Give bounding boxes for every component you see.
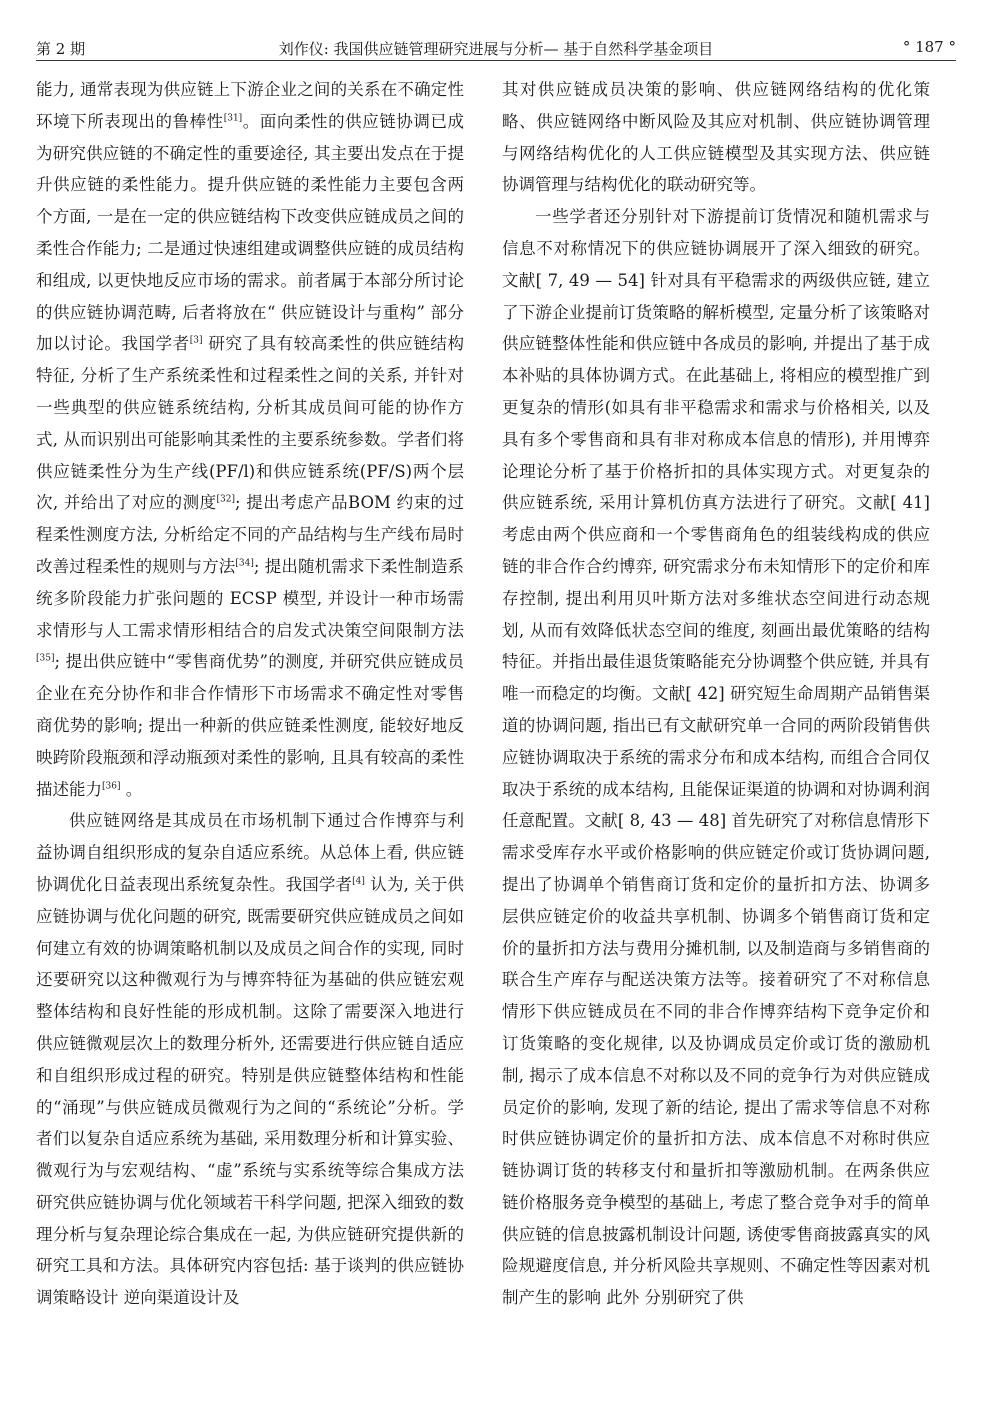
citation-ref: [3] xyxy=(189,335,203,346)
citation-ref: [34] xyxy=(235,558,254,569)
header-rule xyxy=(36,60,956,61)
page-number: ° 187 ° xyxy=(902,38,956,56)
right-column xyxy=(502,74,930,1314)
text-run: 一些学者还分别针对下游提前订货情况和随机需求与信息不对称情况下的供应链协调展开了深入细致的研究。文献[ 7, 49 — 54] 针对具有平稳需求的两级供应链, 建立了下游企业提前订货策略的解析模型, 定量分析了该策略对供应链整体性能和供应链中各成员的影响, 并提出了基于成本补贴的具体协调方式。在此基础上, 将相应的模型推广到更复杂的情形(如具有非平稳需求和需求与价格相关, 以及具有多个零售商和具有非对称成本信息的情形), 并用博弈论理论分析了基于价格折扣的具体实现方式。对更复杂的供应链系统, 采用计算机仿真方法进行了研究。文献[ 41] 考虑由两个供应商和一个零售商角色的组装线构成的供应链的非合作合约博弈, 研究需求分布未知情形下的定价和库存控制, 提出利用贝叶斯方法对多维状态空间进行动态规划, 从而有效降低状态空间的维度, 刻画出最优策略的结构特征。并指出最佳退货策略能充分协调整个供应链, 并具有唯一而稳定的均衡。文献[ 42] 研究短生命周期产品销售渠道的协调问题, 指出已有文献研究单一合同的两阶段销售供应链协调取决于系统的需求分布和成本结构, 而组合合同仅取决于系统的成本结构, 且能保证渠道的协调和对协调利润任意配置。文献[ 8, 43 — 48] 首先研究了对称信息情形下需求受库存水平或价格影响的供应链定价或订货协调问题, 提出了协调单个销售商订货和定价的量折扣方法、协调多层供应链定价的收益共享机制、协调多个销售商订货和定价的量折扣方法与费用分摊机制, 以及制造商与多销售商的联合生产库存与配送决策方法等。接着研究了不对称信息情形下供应链成员在不同的非合作博弈结构下竞争定价和订货策略的变化规律, 以及协调成员定价或订货的激励机制, 揭示了成本信息不对称以及不同的竞争行为对供应链成员定价的影响, 发现了新的结论, 提出了需求等信息不对称时供应链协调定价的量折扣方法、成本信息不对称时供应链协调订货的转移支付和量折扣等激励机制。在两条供应链价格服务竞争模型的基础上, 考虑了整合竞争对手的简单供应链的信息披露机制设计问题, 诱使零售商披露真实的风险规避度信息, 并分析风险共享规则、不确定性等因素对机制产生的影响 此外 分别研究了供 xyxy=(502,207,930,1308)
running-title: 刘作仪: 我国供应链管理研究进展与分析— 基于自然科学基金项目 xyxy=(278,40,714,58)
text-run: 研究了具有较高柔性的供应链结构特征, 分析了生产系统柔性和过程柔性之间的关系, 并针对一些典型的供应链系统结构, 分析其成员间可能的协作方式, 从而识别出可能影响其柔性的主要系统参数。学者们将供应链柔性分为生产线(PF/l)和供应链系统(PF/S)两个层次, 并给出了对应的测度 xyxy=(36,334,464,513)
citation-ref: [4] xyxy=(352,876,365,887)
paragraph xyxy=(36,74,464,805)
paragraph xyxy=(502,201,930,1314)
text-run: 其对供应链成员决策的影响、供应链网络结构的优化策略、供应链网络中断风险及其应对机制、供应链协调管理与网络结构优化的人工供应链模型及其实现方法、供应链协调管理与结构优化的联动研究等。 xyxy=(502,80,930,195)
text-run: 。面向柔性的供应链协调已成为研究供应链的不确定性的重要途径, 其主要出发点在于提升供应链的柔性能力。提升供应链的柔性能力主要包含两个方面, 一是在一定的供应链结构下改变供应链成员之间的柔性合作能力; 二是通过快速组建或调整供应链的成员结构和组成, 以更快地反应市场的需求。前者属于本部分所讨论的供应链协调范畴, 后者将放在“ 供应链设计与重构” 部分加以讨论。我国学者 xyxy=(36,111,465,354)
citation-ref: [32] xyxy=(216,494,236,505)
running-header xyxy=(36,34,956,60)
paragraph xyxy=(36,805,464,1314)
text-run: 。 xyxy=(120,779,143,799)
text-run: 能力, 通常表现为供应链上下游企业之间的关系在不确定性环境下所表现出的鲁棒性 xyxy=(36,80,464,131)
text-run: 认为, 关于供应链协调与优化问题的研究, 既需要研究供应链成员之间如何建立有效的协调策略机制以及成员之间合作的实现, 同时还要研究以这种微观行为与博弈特征为基础的供应链宏观整体结构和良好性能的形成机制。这除了需要深入地进行供应链微观层次上的数理分析外, 还需要进行供应链自适应和自组织形成过程的研究。特别是供应链整体结构和性能的“涌现”与供应链成员微观行为之间的“系统论”分析。学者们以复杂自适应系统为基础, 采用数理分析和计算实验、微观行为与宏观结构、“虚”系统与实系统等综合集成方法研究供应链协调与优化领域若干科学问题, 把深入细致的数理分析与复杂理论综合集成在一起, 为供应链研究提供新的研究工具和方法。具体研究内容包括: 基于谈判的供应链协调策略设计 逆向渠道设计及 xyxy=(36,874,464,1308)
paragraph xyxy=(502,74,930,201)
citation-ref: [31] xyxy=(223,113,243,124)
citation-ref: [35] xyxy=(36,653,55,664)
issue-number: 第 2 期 xyxy=(36,40,86,58)
text-run: 供应链网络是其成员在市场机制下通过合作博弈与利益协调自组织形成的复杂自适应系统。从总体上看, 供应链协调优化日益表现出系统复杂性。我国学者 xyxy=(36,811,464,894)
text-run: ; 提出考虑产品BOM 约束的过程柔性测度方法, 分析给定不同的产品结构与生产线布局时改善过程柔性的规则与方法 xyxy=(36,493,464,576)
left-column xyxy=(36,74,464,1314)
text-run: ; 提出供应链中“零售商优势”的测度, 并研究供应链成员企业在充分协作和非合作情形下市场需求不确定性对零售商优势的影响; 提出一种新的供应链柔性测度, 能较好地反映跨阶段瓶颈和浮动瓶颈对柔性的影响, 且具有较高的柔性描述能力 xyxy=(36,652,464,799)
citation-ref: [36] xyxy=(102,781,121,792)
text-run: ; 提出随机需求下柔性制造系统多阶段能力扩张问题的 ECSP 模型, 并设计一种市场需求情形与人工需求情形相结合的启发式决策空间限制方法 xyxy=(36,556,464,640)
